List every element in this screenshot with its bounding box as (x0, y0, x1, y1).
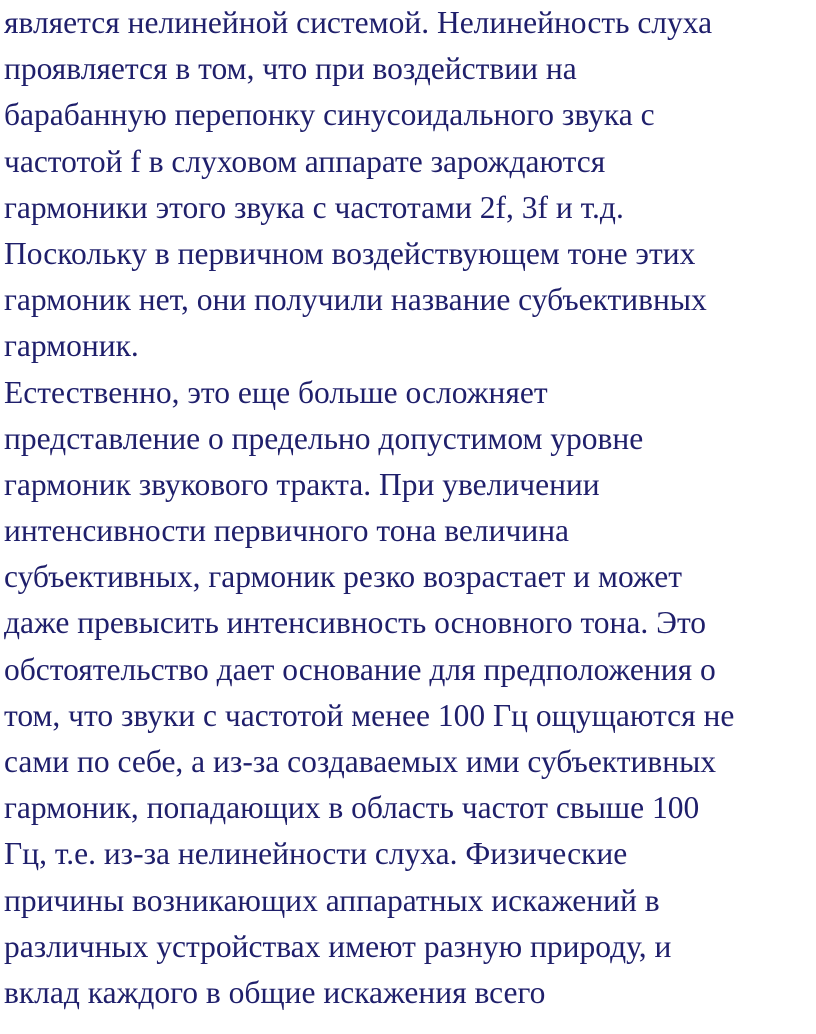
text-line: частотой f в слуховом аппарате зарождаются (4, 143, 606, 179)
text-line: барабанную перепонку синусоидального звука с (4, 97, 655, 133)
text-line: Гц, т.е. из-за нелинейности слуха. Физические (4, 836, 628, 872)
text-line: причины возникающих аппаратных искажений в (4, 882, 660, 918)
text-line: различных устройствах имеют разную природу, и (4, 928, 672, 964)
text-line: Поскольку в первичном воздействующем тоне этих (4, 235, 696, 271)
text-line: Естественно, это еще больше осложняет (4, 374, 548, 410)
text-line: представление о предельно допустимом уровне (4, 420, 644, 456)
text-line: субъективных, гармоник резко возрастает и может (4, 559, 683, 595)
text-line: том, что звуки с частотой менее 100 Гц ощущаются не (4, 697, 735, 733)
text-line: гармоники этого звука с частотами 2f, 3f и т.д. (4, 189, 624, 225)
text-line: гармоник звукового тракта. При увеличении (4, 466, 600, 502)
text-line: интенсивности первичного тона величина (4, 513, 570, 549)
text-line: даже превысить интенсивность основного тона. Это (4, 605, 707, 641)
text-line: проявляется в том, что при воздействии на (4, 51, 577, 87)
text-line: гармоник нет, они получили название субъективных (4, 282, 707, 318)
text-line: гармоник, попадающих в область частот свыше 100 (4, 790, 700, 826)
text-line: является нелинейной системой. Нелинейность слуха (4, 5, 713, 40)
text-line: гармоник. (4, 328, 139, 364)
text-line: сами по себе, а из-за создаваемых ими субъективных (4, 744, 716, 779)
text-line: вклад каждого в общие искажения всего (4, 974, 546, 1010)
document-text (4, 0, 816, 1016)
text-line: обстоятельство дает основание для предположения о (4, 651, 716, 687)
